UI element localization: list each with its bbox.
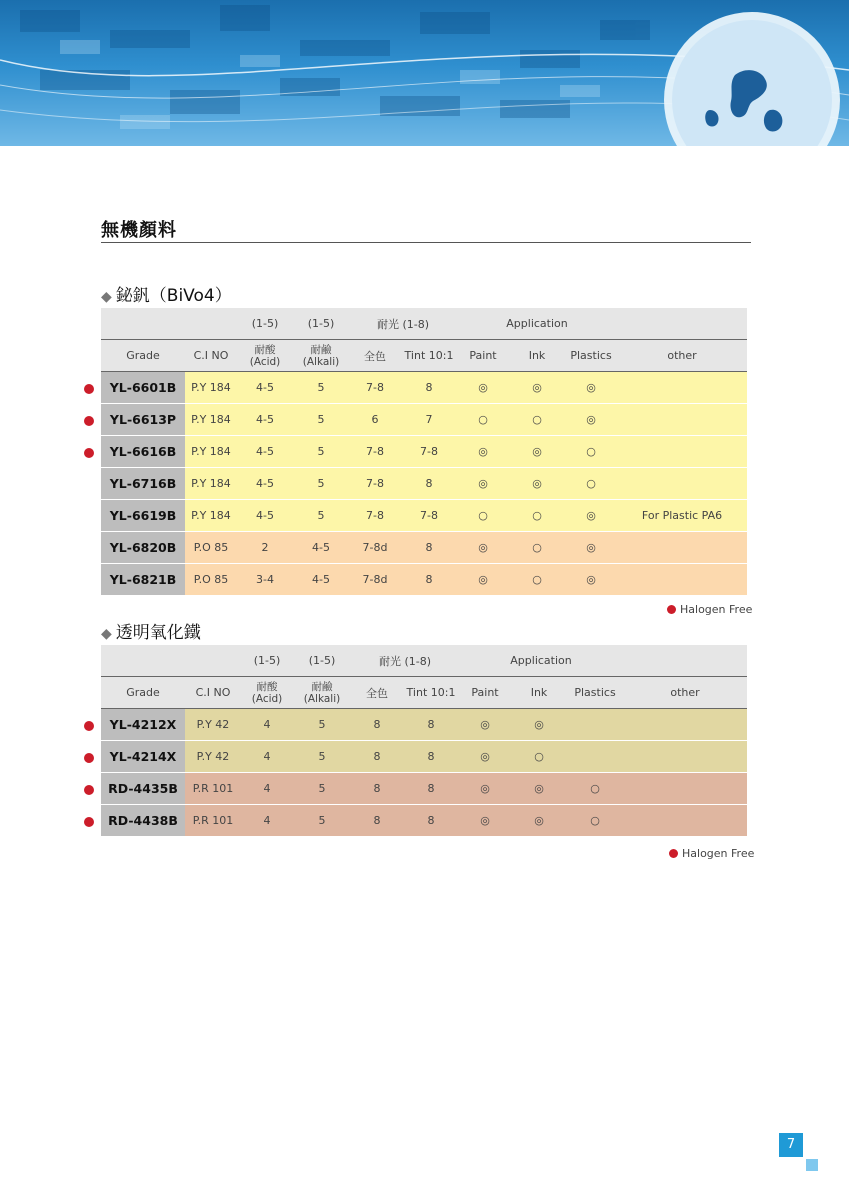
header-acid: 耐酸 (Acid) — [241, 677, 293, 709]
halogen-free-dot — [84, 753, 94, 763]
grade-cell: YL-6716B — [101, 468, 185, 500]
grade-cell: YL-4212X — [101, 709, 185, 741]
table-header-row — [101, 645, 747, 677]
iron-table — [101, 645, 747, 837]
header-paint: Paint — [459, 677, 511, 709]
iron-title-text: 透明氧化鐵 — [115, 623, 201, 643]
page-decoration — [806, 1159, 818, 1171]
header-ink: Ink — [509, 340, 565, 372]
table-row: YL-4212X P.Y 42 4 5 8 8 ◎ ◎ — [101, 709, 747, 741]
table-row: YL-6716B P.Y 184 4-5 5 7-8 8 ◎ ◎ ○ — [101, 468, 747, 500]
header-application: Application — [457, 308, 617, 340]
iron-title — [101, 618, 201, 643]
grade-cell: YL-6613P — [101, 404, 185, 436]
header-plastics: Plastics — [567, 677, 623, 709]
header-other: other — [617, 340, 747, 372]
header-alkali: 耐鹼 (Alkali) — [293, 677, 351, 709]
diamond-icon: ◆ — [101, 289, 112, 305]
header-lightfastness: 耐光 (1-8) — [349, 308, 457, 340]
halogen-free-dot — [84, 448, 94, 458]
halogen-free-dot — [84, 384, 94, 394]
table-row: YL-6619B P.Y 184 4-5 5 7-8 7-8 ○ ○ ◎ For Plastic PA6 — [101, 500, 747, 532]
table-row: RD-4438B P.R 101 4 5 8 8 ◎ ◎ ○ — [101, 805, 747, 837]
grade-cell: YL-4214X — [101, 741, 185, 773]
header-ci: C.I NO — [185, 677, 241, 709]
table-row: YL-6820B P.O 85 2 4-5 7-8d 8 ◎ ○ ◎ — [101, 532, 747, 564]
halogen-free-dot — [84, 817, 94, 827]
halogen-free-dot — [84, 721, 94, 731]
header-tint: Tint 10:1 — [403, 677, 459, 709]
table-row: RD-4435B P.R 101 4 5 8 8 ◎ ◎ ○ — [101, 773, 747, 805]
header-range: (1-5) — [241, 645, 293, 677]
header-tint: Tint 10:1 — [401, 340, 457, 372]
grade-cell: YL-6821B — [101, 564, 185, 596]
table-header-row — [101, 677, 747, 709]
grade-cell: RD-4438B — [101, 805, 185, 837]
page-number: 7 — [779, 1133, 803, 1157]
header-alkali: 耐鹼 (Alkali) — [293, 340, 349, 372]
halogen-free-dot — [84, 785, 94, 795]
header-other: other — [623, 677, 747, 709]
table-row: YL-6821B P.O 85 3-4 4-5 7-8d 8 ◎ ○ ◎ — [101, 564, 747, 596]
header-range: (1-5) — [237, 308, 293, 340]
header-range: (1-5) — [293, 645, 351, 677]
table-row: YL-6616B P.Y 184 4-5 5 7-8 7-8 ◎ ◎ ○ — [101, 436, 747, 468]
grade-cell: YL-6619B — [101, 500, 185, 532]
bivo4-table — [101, 308, 747, 596]
header-ci: C.I NO — [185, 340, 237, 372]
header-full: 全色 — [349, 340, 401, 372]
header-plastics: Plastics — [565, 340, 617, 372]
table-row: YL-6613P P.Y 184 4-5 5 6 7 ○ ○ ◎ — [101, 404, 747, 436]
header-grade: Grade — [101, 677, 185, 709]
grade-cell: YL-6820B — [101, 532, 185, 564]
halogen-dot-icon — [669, 849, 678, 858]
grade-cell: RD-4435B — [101, 773, 185, 805]
header-acid: 耐酸 (Acid) — [237, 340, 293, 372]
banner-graphic — [0, 0, 849, 146]
header-application: Application — [459, 645, 623, 677]
bivo4-title — [101, 281, 232, 306]
halogen-free-note: Halogen Free — [667, 603, 752, 616]
diamond-icon: ◆ — [101, 626, 112, 642]
header-banner — [0, 0, 849, 146]
header-full: 全色 — [351, 677, 403, 709]
header-paint: Paint — [457, 340, 509, 372]
table-row: YL-6601B P.Y 184 4-5 5 7-8 8 ◎ ◎ ◎ — [101, 372, 747, 404]
header-grade: Grade — [101, 340, 185, 372]
table-header-row — [101, 340, 747, 372]
halogen-dot-icon — [667, 605, 676, 614]
header-range: (1-5) — [293, 308, 349, 340]
table-row: YL-4214X P.Y 42 4 5 8 8 ◎ ○ — [101, 741, 747, 773]
halogen-free-dot — [84, 416, 94, 426]
section-title: 無機顏料 — [101, 220, 177, 241]
table-header-row — [101, 308, 747, 340]
section-divider — [101, 242, 751, 243]
grade-cell: YL-6616B — [101, 436, 185, 468]
header-lightfastness: 耐光 (1-8) — [351, 645, 459, 677]
header-ink: Ink — [511, 677, 567, 709]
halogen-free-note: Halogen Free — [669, 847, 754, 860]
grade-cell: YL-6601B — [101, 372, 185, 404]
bivo4-title-text: 鉍釩（BiVo4） — [115, 286, 232, 306]
